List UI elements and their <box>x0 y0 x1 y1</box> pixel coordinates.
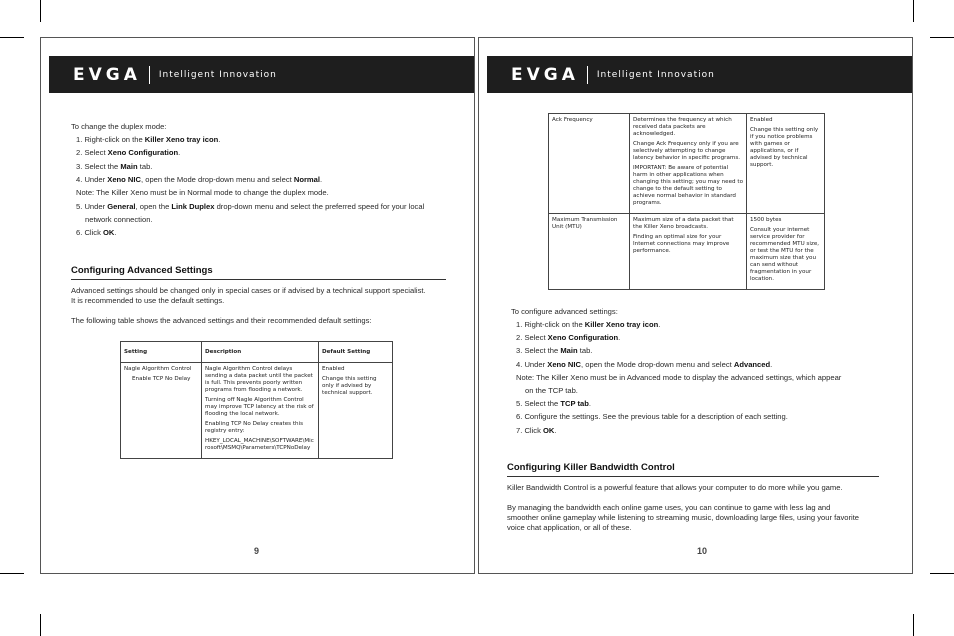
default-note: Consult your internet service provider for recommended MTU size, or test the MTU for the maximum size that you can send without fragmentation in your location. <box>750 227 820 282</box>
description-text: Change Ack Frequency only if you are selectively attempting to change latency behavior in specific programs. <box>633 141 741 161</box>
header-banner <box>487 56 912 93</box>
step-text: 2. Select <box>516 333 548 343</box>
step-line <box>76 148 180 158</box>
crop-mark <box>0 573 24 574</box>
step-text: Note: The Killer Xeno must be in Advanced mode to display the advanced settings, which appear <box>516 372 842 382</box>
step-line <box>525 386 578 396</box>
step-text: tab. <box>577 346 593 356</box>
heading-rule <box>71 279 446 280</box>
advanced-para-line: It is recommended to use the default settings. <box>71 296 225 305</box>
step-text: 6. Click <box>76 228 104 238</box>
default-cell <box>747 214 825 290</box>
step-emphasis: TCP tab <box>560 399 589 409</box>
step-text: . <box>618 333 621 343</box>
step-text: , open the Mode drop-down menu and select <box>141 174 294 184</box>
step-text: network connection. <box>85 214 153 224</box>
step-emphasis: OK <box>543 425 555 435</box>
step-text: 3. Select the <box>516 346 561 356</box>
bandwidth-para-line: Killer Bandwidth Control is a powerful feature that allows your computer to do more while you game. <box>507 483 843 492</box>
registry-path: HKEY_LOCAL_MACHINE\SOFTWARE\Microsoft\MSMQ\Parameters\TCPNoDelay <box>205 438 314 451</box>
step-text: , open the Mode drop-down menu and select <box>581 359 734 369</box>
step-text: , open the <box>135 201 172 211</box>
step-line <box>76 202 424 212</box>
step-emphasis: OK <box>103 228 115 238</box>
description-cell <box>630 114 747 214</box>
step-text: . <box>218 135 221 144</box>
step-text: 7. Click <box>516 425 544 435</box>
step-line <box>516 320 660 330</box>
step-text: 1. Right-click on the <box>76 135 145 144</box>
step-text: 4. Under <box>516 359 548 369</box>
step-emphasis: Main <box>120 161 138 171</box>
default-value: Enabled <box>322 366 345 372</box>
step-emphasis: Normal <box>293 174 321 184</box>
step-emphasis: Killer Xeno tray icon <box>584 320 659 329</box>
logo-divider <box>587 66 588 84</box>
setting-cell <box>549 214 630 290</box>
description-cell <box>630 214 747 290</box>
advanced-settings-table-continued <box>548 113 825 290</box>
table-header: Description <box>202 342 319 363</box>
description-cell <box>202 363 319 459</box>
crop-mark <box>0 37 24 38</box>
crop-mark <box>930 37 954 38</box>
step-text: Note: The Killer Xeno must be in Normal mode to change the duplex mode. <box>76 188 329 198</box>
step-text: on the TCP tab. <box>525 386 578 395</box>
setting-cell <box>549 114 630 214</box>
description-text: Finding an optimal size for your Internet connections may improve performance. <box>633 234 730 254</box>
default-cell <box>319 363 393 459</box>
step-emphasis: Xeno Configuration <box>107 148 179 158</box>
description-text: Determines the frequency at which received data packets are acknowledged. <box>633 117 732 137</box>
evga-logo: EVGA <box>73 64 141 85</box>
section-heading: Configuring Killer Bandwidth Control <box>507 462 675 473</box>
step-text: 5. Under <box>76 201 108 211</box>
manual-page-right <box>478 37 913 574</box>
step-text: . <box>658 320 661 329</box>
bandwidth-para-line: By managing the bandwidth each online game uses, you can continue to game with less lag and <box>507 503 831 512</box>
setting-name: Maximum Transmission Unit (MTU) <box>552 217 618 230</box>
table-row <box>121 363 393 459</box>
step-text: . <box>114 228 117 238</box>
description-text: IMPORTANT: Be aware of potential harm in other applications when changing this setting; you may need to change to the default setting to achieve normal behavior in standard programs. <box>633 165 744 206</box>
step-text: 3. Select the <box>76 161 121 171</box>
section-heading: Configuring Advanced Settings <box>71 265 213 276</box>
step-emphasis: Killer Xeno tray icon <box>144 135 219 144</box>
description-text: Nagle Algorithm Control delays sending a data packet until the packet is full. This prevents poorly written programs from flooding a network. <box>205 366 313 393</box>
step-line <box>76 175 322 185</box>
description-text: Maximum size of a data packet that the Killer Xeno broadcasts. <box>633 217 734 230</box>
step-text: 2. Select <box>76 148 108 158</box>
step-line <box>76 162 152 172</box>
tagline: Intelligent Innovation <box>158 69 277 80</box>
default-cell <box>747 114 825 214</box>
heading-rule <box>507 476 879 477</box>
default-value: 1500 bytes <box>750 217 782 223</box>
manual-page-left <box>40 37 475 574</box>
table-header: Default Setting <box>319 342 393 363</box>
step-text: tab. <box>137 161 153 171</box>
crop-mark <box>913 614 914 636</box>
advanced-para-line: Advanced settings should be changed only in special cases or if advised by a technical support specialist. <box>71 286 426 295</box>
step-text: 4. Under <box>76 174 108 184</box>
step-emphasis: Xeno NIC <box>547 359 582 369</box>
crop-mark <box>40 614 41 636</box>
step-emphasis: General <box>107 201 136 211</box>
description-text: Enabling TCP No Delay creates this registry entry: <box>205 421 304 434</box>
step-emphasis: Link Duplex <box>171 201 215 211</box>
table-header-row <box>121 342 393 363</box>
default-value: Enabled <box>750 117 773 123</box>
logo-divider <box>149 66 150 84</box>
step-line <box>76 188 329 198</box>
crop-mark <box>913 0 914 22</box>
step-line <box>516 426 557 436</box>
step-text: . <box>554 425 557 435</box>
page-number: 9 <box>254 546 260 556</box>
step-line <box>516 360 772 370</box>
step-line <box>516 412 788 422</box>
setting-name: Enable TCP No Delay <box>132 376 191 382</box>
crop-mark <box>40 0 41 22</box>
step-text: . <box>320 174 323 184</box>
step-line <box>76 228 117 238</box>
duplex-intro: To change the duplex mode: <box>71 122 167 131</box>
default-note: Change this setting only if you notice problems with games or applications, or if advised by technical support. <box>750 127 819 168</box>
tagline: Intelligent Innovation <box>596 69 715 80</box>
step-emphasis: Xeno NIC <box>107 174 142 184</box>
advanced-settings-table <box>120 341 393 459</box>
setting-name: Ack Frequency <box>552 117 593 123</box>
advanced-intro: To configure advanced settings: <box>511 307 618 316</box>
step-line <box>85 215 153 225</box>
step-text: 6. Configure the settings. See the previous table for a description of each setting. <box>516 412 788 422</box>
default-note: Change this setting only if advised by technical support. <box>322 376 377 396</box>
step-text: . <box>178 148 181 158</box>
step-line <box>516 333 620 343</box>
page-number: 10 <box>697 546 708 556</box>
crop-mark <box>930 573 954 574</box>
bandwidth-para-line: smoother online gameplay while listening to streaming music, downloading large files, using your favorite <box>507 513 860 522</box>
step-text: 1. Right-click on the <box>516 320 585 329</box>
step-emphasis: Main <box>560 346 578 356</box>
table-row <box>549 114 825 214</box>
step-emphasis: Xeno Configuration <box>547 333 619 343</box>
step-text: 5. Select the <box>516 399 561 409</box>
step-line <box>516 399 591 409</box>
table-header: Setting <box>121 342 202 363</box>
step-emphasis: Advanced <box>733 359 771 369</box>
step-line <box>516 373 841 383</box>
step-line <box>516 346 592 356</box>
description-text: Turning off Nagle Algorithm Control may improve TCP latency at the risk of flooding the local network. <box>205 397 314 417</box>
advanced-para-line: The following table shows the advanced settings and their recommended default settings: <box>71 316 372 325</box>
header-banner <box>49 56 474 93</box>
evga-logo: EVGA <box>511 64 579 85</box>
table-row <box>549 214 825 290</box>
bandwidth-para-line: voice chat application, or all of these. <box>507 523 632 532</box>
step-text: . <box>588 399 592 409</box>
step-text: drop-down menu and select the preferred speed for your local <box>214 201 425 211</box>
step-text: . <box>770 359 773 369</box>
step-line <box>76 135 220 145</box>
setting-cell <box>121 363 202 459</box>
setting-name: Nagle Algorithm Control <box>124 366 192 372</box>
